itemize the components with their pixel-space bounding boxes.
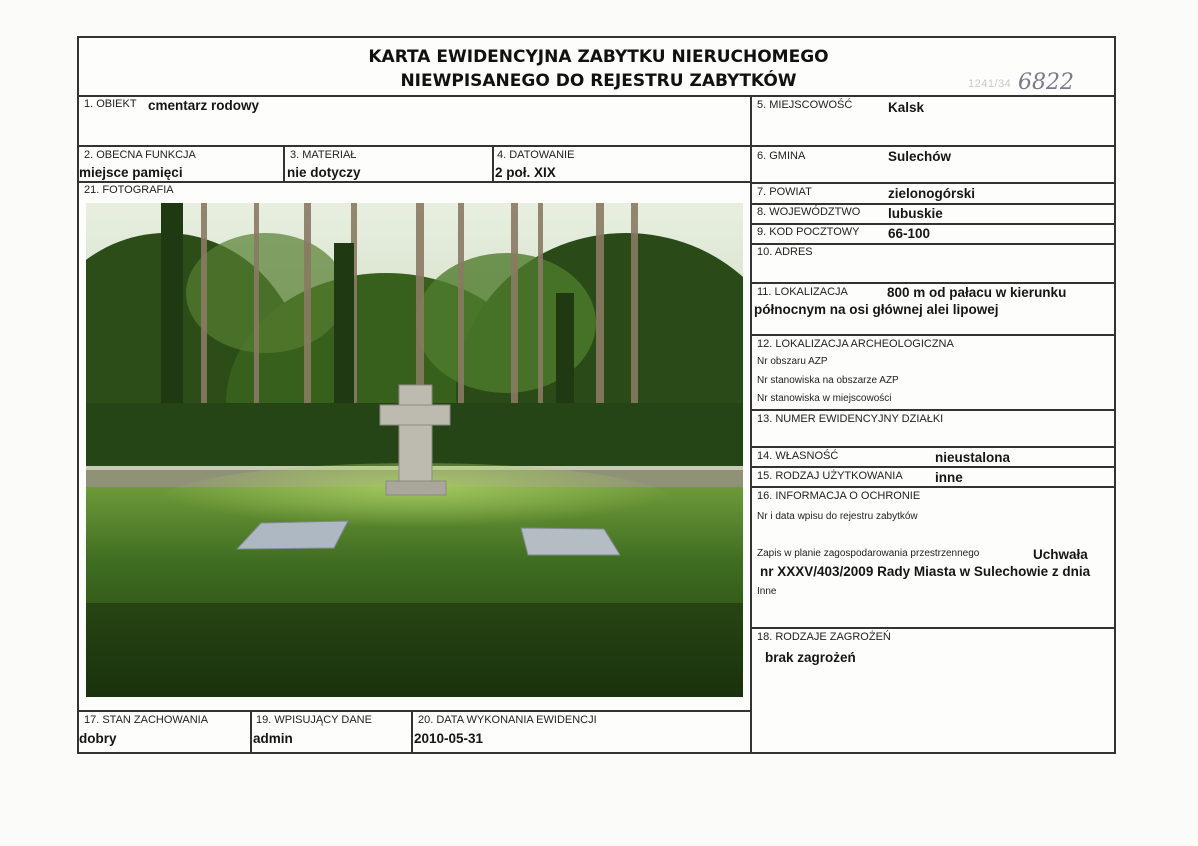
cemetery-photo (86, 203, 743, 697)
cell-divider (283, 145, 285, 183)
value-zagrozenia: brak zagrożeń (765, 650, 856, 665)
card-title-line2: NIEWPISANEGO DO REJESTRU ZABYTKÓW (400, 71, 797, 91)
archeo-obszar: Nr obszaru AZP (757, 356, 828, 367)
handwritten-number: 6822 (1018, 70, 1074, 95)
row-divider (750, 334, 1116, 336)
label-archeo: 12. LOKALIZACJA ARCHEOLOGICZNA (757, 338, 954, 350)
label-kod: 9. KOD POCZTOWY (757, 226, 860, 238)
label-wlasnosc: 14. WŁASNOŚĆ (757, 450, 839, 462)
value-funkcja: miejsce pamięci (79, 165, 183, 180)
value-uzytkowanie: inne (935, 470, 963, 485)
label-funkcja: 2. OBECNA FUNKCJA (84, 149, 196, 161)
label-miejscowosc: 5. MIEJSCOWOŚĆ (757, 99, 853, 111)
label-gmina: 6. GMINA (757, 150, 806, 162)
row-divider (77, 710, 752, 712)
row-divider (750, 145, 1116, 147)
header-divider (77, 95, 1116, 97)
label-stan: 17. STAN ZACHOWANIA (84, 714, 209, 726)
value-datowanie: 2 poł. XIX (495, 165, 556, 180)
value-miejscowosc: Kalsk (888, 100, 925, 115)
row-divider (77, 181, 752, 183)
cell-divider (411, 710, 413, 754)
cemetery-photo-drawing (86, 203, 743, 697)
label-material: 3. MATERIAŁ (290, 149, 357, 161)
ochrona-inne: Inne (757, 586, 777, 597)
value-wlasnosc: nieustalona (935, 450, 1011, 465)
row-divider (750, 182, 1116, 184)
value-wojewodztwo: lubuskie (888, 206, 943, 221)
label-lokalizacja: 11. LOKALIZACJA (757, 286, 848, 298)
row-divider (750, 446, 1116, 448)
label-data: 20. DATA WYKONANIA EWIDENCJI (418, 714, 597, 726)
value-obiekt: cmentarz rodowy (148, 98, 260, 113)
value-powiat: zielonogórski (888, 186, 976, 201)
label-wojewodztwo: 8. WOJEWÓDZTWO (757, 206, 861, 218)
ochrona-plan-value2: nr XXXV/403/2009 Rady Miasta w Sulechowie z dnia (760, 564, 1091, 579)
value-material: nie dotyczy (287, 165, 361, 180)
row-divider (750, 466, 1116, 468)
value-data: 2010-05-31 (414, 731, 484, 746)
row-divider (750, 409, 1116, 411)
value-wpisujacy: admin (253, 731, 293, 746)
label-dzialka: 13. NUMER EWIDENCYJNY DZIAŁKI (757, 413, 944, 425)
label-adres: 10. ADRES (757, 246, 813, 258)
value-stan: dobry (79, 731, 117, 746)
label-uzytkowanie: 15. RODZAJ UŻYTKOWANIA (757, 470, 903, 482)
column-divider (750, 95, 752, 754)
label-fotografia: 21. FOTOGRAFIA (84, 184, 174, 196)
label-datowanie: 4. DATOWANIE (497, 149, 575, 161)
label-zagrozenia: 18. RODZAJE ZAGROŻEŃ (757, 631, 891, 643)
row-divider (750, 223, 1116, 225)
label-ochrona: 16. INFORMACJA O OCHRONIE (757, 490, 921, 502)
label-obiekt: 1. OBIEKT (84, 98, 137, 110)
archeo-stanowisko-azp: Nr stanowiska na obszarze AZP (757, 375, 899, 386)
row-divider (750, 282, 1116, 284)
value-kod: 66-100 (888, 226, 931, 241)
row-divider (750, 486, 1116, 488)
stamp-number: 1241/34 (968, 78, 1012, 90)
value-lokalizacja-line2: północnym na osi głównej alei lipowej (754, 302, 999, 317)
row-divider (750, 203, 1116, 205)
value-gmina: Sulechów (888, 149, 952, 164)
cell-divider (492, 145, 494, 183)
row-divider (77, 145, 752, 147)
label-wpisujacy: 19. WPISUJĄCY DANE (256, 714, 372, 726)
archeo-stanowisko-miejscowosc: Nr stanowiska w miejscowości (757, 393, 892, 404)
row-divider (750, 627, 1116, 629)
card-title-line1: KARTA EWIDENCYJNA ZABYTKU NIERUCHOMEGO (368, 47, 829, 67)
ochrona-plan-label: Zapis w planie zagospodarowania przestrzennego (757, 548, 980, 559)
label-powiat: 7. POWIAT (757, 186, 812, 198)
ochrona-rejestr: Nr i data wpisu do rejestru zabytków (757, 511, 918, 522)
value-lokalizacja-line1: 800 m od pałacu w kierunku (887, 285, 1067, 300)
cell-divider (250, 710, 252, 754)
row-divider (750, 243, 1116, 245)
ochrona-plan-value1: Uchwała (1033, 547, 1088, 562)
